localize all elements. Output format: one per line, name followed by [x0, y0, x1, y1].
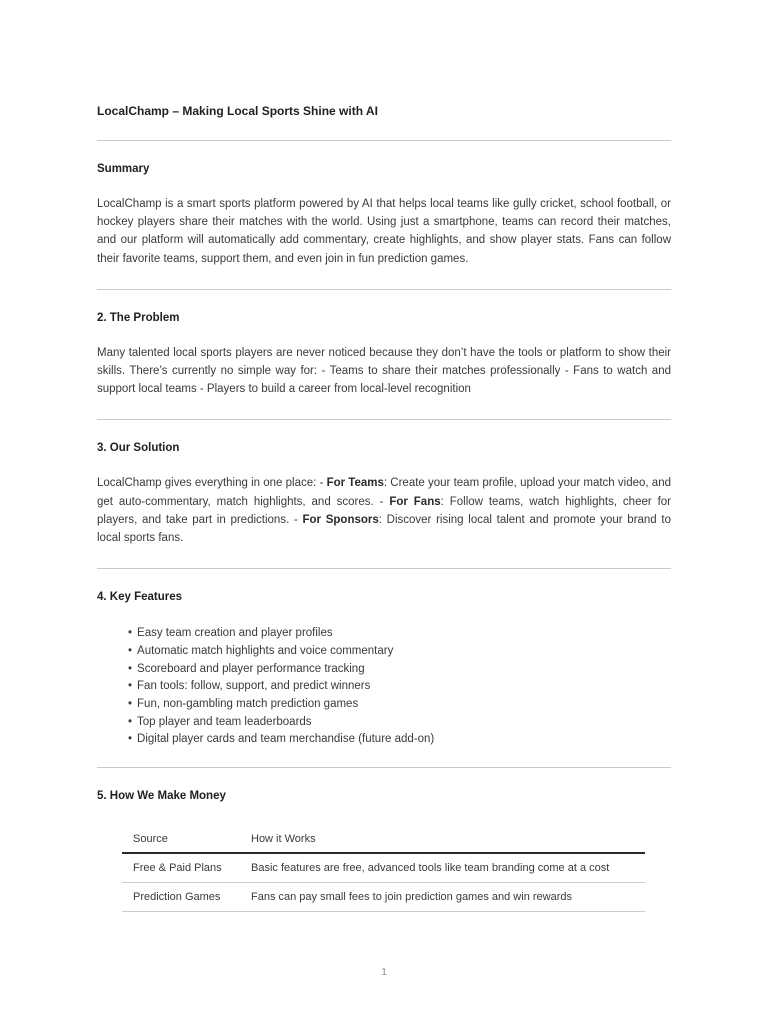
bullet-glyph: •: [128, 680, 133, 693]
problem-paragraph: Many talented local sports players are never noticed because they don’t have the tools or platform to show their skills. There’s currently no simple way for: - Teams to share their matches professionally - Fans to watch and support local teams - Players to build a career from local-level recognition: [97, 346, 671, 396]
list-item: [128, 678, 671, 696]
feature-text: Scoreboard and player performance tracking: [137, 662, 365, 675]
monetization-table: [122, 827, 645, 912]
bullet-glyph: •: [128, 644, 133, 657]
summary-paragraph: LocalChamp is a smart sports platform powered by AI that helps local teams like gully cricket, school football, or hockey players share their matches with the world. Using just a smartphone, teams can record their matches, and our platform will automatically add commentary, create highlights, and show player stats. Fans can follow their favorite teams, support them, and even join in fun prediction games.: [97, 198, 671, 265]
table-row: [122, 853, 645, 883]
column-header-how-it-works: How it Works: [240, 827, 645, 853]
list-item: [128, 661, 671, 679]
bullet-glyph: •: [128, 715, 133, 728]
solution-segment-bold: For Fans: [389, 495, 441, 508]
feature-text: Fun, non-gambling match prediction games: [137, 698, 359, 711]
feature-text: Top player and team leaderboards: [137, 715, 312, 728]
section-divider: [97, 289, 671, 290]
solution-segment-bold: For Teams: [326, 477, 384, 490]
solution-paragraph: [97, 474, 671, 547]
table-header-row: [122, 827, 645, 853]
solution-heading: 3. Our Solution: [97, 442, 180, 455]
table-row: [122, 883, 645, 912]
bullet-glyph: •: [128, 627, 133, 640]
feature-text: Easy team creation and player profiles: [137, 627, 333, 640]
list-item: [128, 731, 671, 749]
list-item: [128, 696, 671, 714]
bullet-glyph: •: [128, 733, 133, 746]
list-item: [128, 625, 671, 643]
solution-segment: : Follow teams, watch highlights, cheer for players, and take part in predictions. -: [97, 495, 672, 526]
page-number: 1: [381, 966, 387, 978]
list-item: [128, 643, 671, 661]
solution-segment: : Create your team profile, upload your match video, and get auto-commentary, match highlights, and scores. -: [97, 477, 671, 508]
solution-segment: LocalChamp gives everything in one place: -: [97, 477, 327, 490]
bullet-glyph: •: [128, 698, 133, 711]
problem-heading: 2. The Problem: [97, 311, 180, 324]
feature-list: [128, 625, 671, 749]
bullet-glyph: •: [128, 662, 133, 675]
solution-segment-bold: For Sponsors: [302, 513, 379, 526]
column-header-source: Source: [122, 827, 240, 853]
section-divider: [97, 140, 671, 141]
section-divider: [97, 767, 671, 768]
list-item: [128, 714, 671, 732]
features-heading: 4. Key Features: [97, 591, 183, 604]
solution-segment: : Discover rising local talent and promote your brand to local sports fans.: [97, 513, 671, 545]
table-cell-source: Prediction Games: [122, 883, 240, 912]
doc-title: LocalChamp – Making Local Sports Shine with AI: [97, 104, 378, 118]
section-divider: [97, 419, 671, 420]
table-cell-description: Basic features are free, advanced tools like team branding come at a cost: [240, 853, 645, 883]
feature-text: Automatic match highlights and voice commentary: [137, 644, 394, 657]
table-cell-description: Fans can pay small fees to join prediction games and win rewards: [240, 883, 645, 912]
table-cell-source: Free & Paid Plans: [122, 853, 240, 883]
monetization-heading: 5. How We Make Money: [97, 790, 226, 803]
feature-text: Digital player cards and team merchandise (future add-on): [137, 733, 435, 746]
summary-heading: Summary: [97, 163, 150, 175]
section-divider: [97, 568, 671, 569]
feature-text: Fan tools: follow, support, and predict winners: [137, 680, 371, 693]
